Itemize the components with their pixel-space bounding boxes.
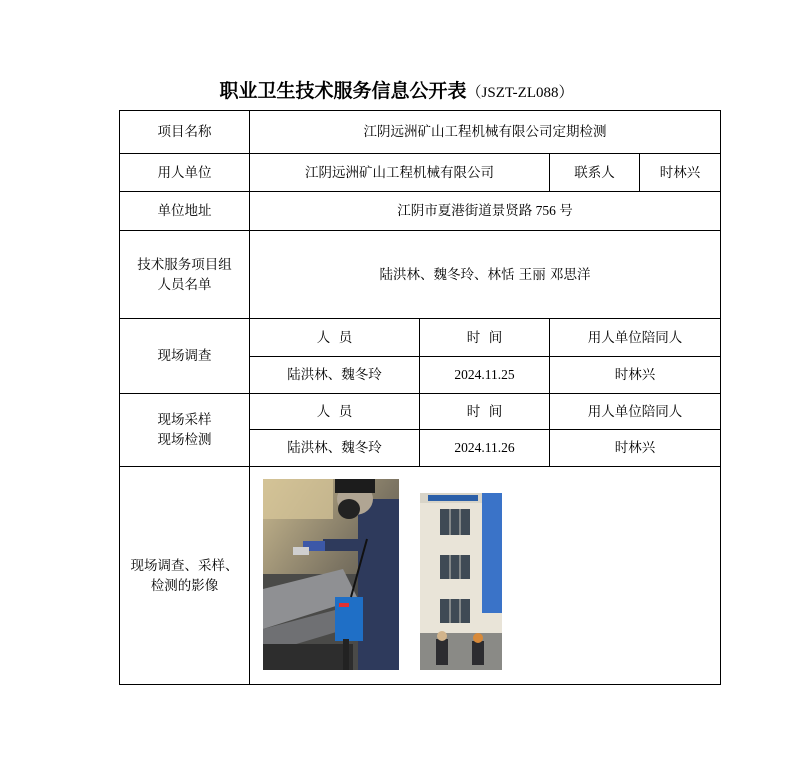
sampling-time: 2024.11.26 <box>420 430 550 467</box>
sampling-label-line2: 现场检测 <box>157 432 212 448</box>
employer-label: 用人单位 <box>120 154 250 192</box>
employer-value: 江阴远洲矿山工程机械有限公司 <box>250 154 550 192</box>
sampling-person: 陆洪林、魏冬玲 <box>250 430 420 467</box>
survey-col-time: 时 间 <box>420 319 550 357</box>
sampling-label-line1: 现场采样 <box>157 412 212 428</box>
survey-time: 2024.11.25 <box>420 357 550 394</box>
team-label-line2: 人员名单 <box>157 276 212 293</box>
team-label <box>120 231 250 319</box>
employer-row <box>120 154 721 192</box>
team-value: 陆洪林、魏冬玲、林恬 王丽 邓思洋 <box>250 231 721 319</box>
survey-label: 现场调查 <box>120 319 250 394</box>
site-photo <box>420 493 502 670</box>
sampling-label <box>120 394 250 467</box>
survey-col-escort: 用人单位陪同人 <box>550 319 721 357</box>
address-value: 江阴市夏港街道景贤路 756 号 <box>250 192 721 231</box>
survey-person: 陆洪林、魏冬玲 <box>250 357 420 394</box>
team-row <box>120 231 721 319</box>
info-table <box>119 110 721 685</box>
contact-value: 时林兴 <box>640 154 721 192</box>
survey-escort: 时林兴 <box>550 357 721 394</box>
title-text: 职业卫生技术服务信息公开表 <box>219 80 467 102</box>
survey-col-person: 人 员 <box>250 319 420 357</box>
team-label-line1: 技术服务项目组 <box>137 256 232 273</box>
project-label: 项目名称 <box>120 111 250 154</box>
address-row <box>120 192 721 231</box>
project-row <box>120 111 721 154</box>
images-label <box>120 467 250 685</box>
contact-label: 联系人 <box>550 154 640 192</box>
document-title <box>0 76 793 103</box>
sampling-col-escort: 用人单位陪同人 <box>550 394 721 430</box>
sampling-col-person: 人 员 <box>250 394 420 430</box>
sampling-col-time: 时 间 <box>420 394 550 430</box>
document-code: （JSZT-ZL088） <box>466 85 574 101</box>
survey-header-row <box>120 319 721 357</box>
sampling-photo-image <box>263 479 399 670</box>
images-label-line1: 现场调查、采样、 <box>130 557 239 574</box>
sampling-header-row <box>120 394 721 430</box>
sampling-escort: 时林兴 <box>550 430 721 467</box>
sampling-photo <box>263 479 399 670</box>
images-row <box>120 467 721 685</box>
site-photo-image <box>420 493 502 670</box>
images-label-line2: 检测的影像 <box>150 577 219 594</box>
images-cell <box>250 467 721 685</box>
project-value: 江阴远洲矿山工程机械有限公司定期检测 <box>250 111 721 154</box>
address-label: 单位地址 <box>120 192 250 231</box>
